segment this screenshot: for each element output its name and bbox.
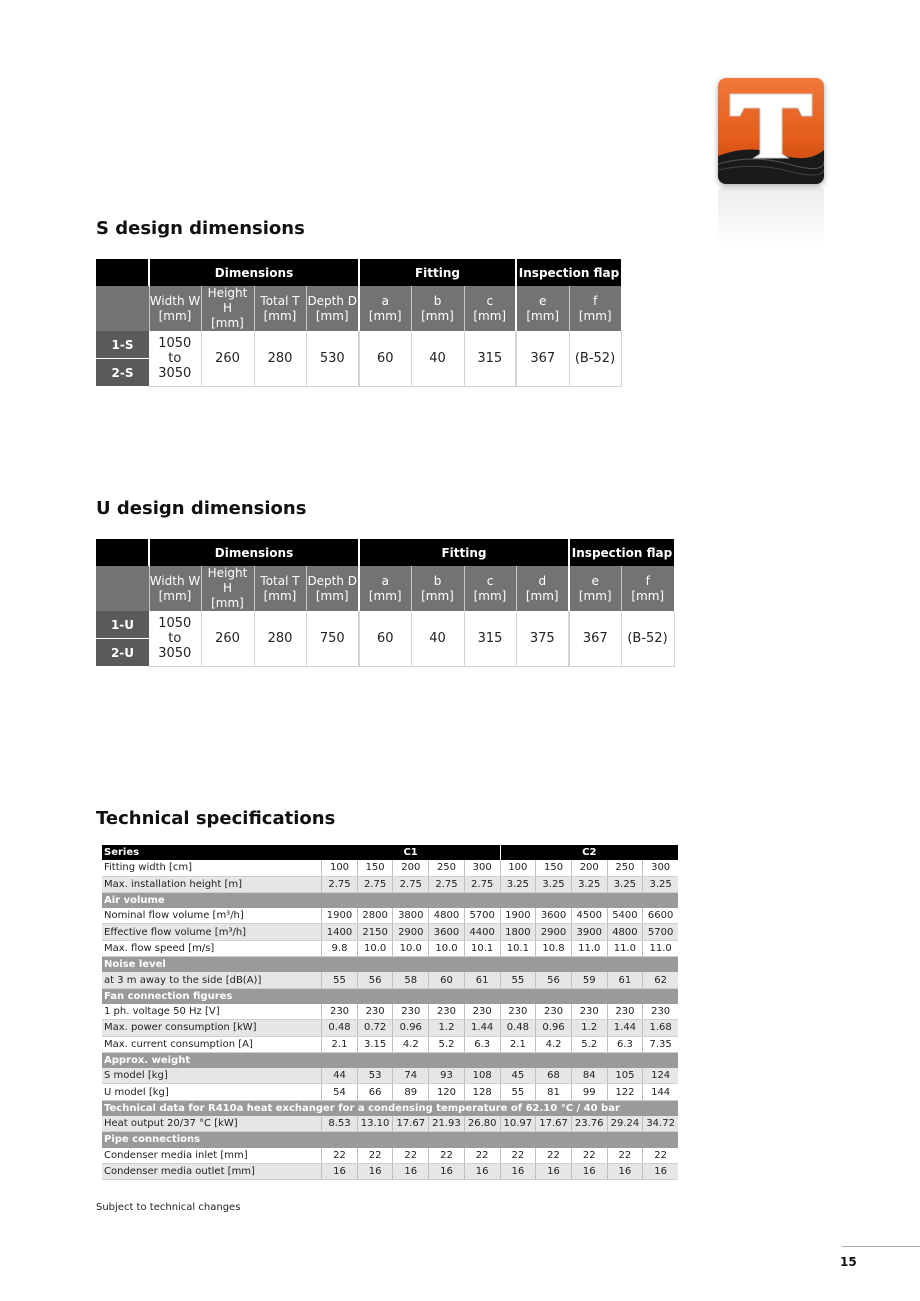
table-cell: 23.76: [571, 1116, 607, 1132]
table-cell: 230: [322, 1004, 358, 1020]
column-header: b [mm]: [411, 286, 464, 331]
fitting-c-value: 315: [464, 611, 516, 667]
total-value: 280: [254, 331, 306, 387]
column-header: Total T [mm]: [254, 566, 306, 611]
table-row: [102, 1004, 678, 1020]
table-cell: 56: [536, 972, 572, 988]
table-cell: 74: [393, 1068, 429, 1084]
table-cell: 44: [322, 1068, 358, 1084]
table-cell: 22: [464, 1148, 500, 1164]
category-row: [102, 1132, 678, 1148]
corner-cell: [96, 286, 149, 331]
table-cell: 55: [500, 972, 536, 988]
row-label: 1-U: [96, 611, 149, 639]
table-cell: 300: [464, 860, 500, 876]
row-label: Effective flow volume [m³/h]: [102, 924, 322, 940]
table-cell: 8.53: [322, 1116, 358, 1132]
table-cell: 17.67: [393, 1116, 429, 1132]
table-cell: 6.3: [464, 1036, 500, 1052]
table-cell: 144: [643, 1084, 678, 1100]
table-row: [102, 876, 678, 892]
footer-rule: [842, 1246, 920, 1247]
table-cell: 10.0: [357, 940, 393, 956]
table-row: [102, 1020, 678, 1036]
table-cell: 62: [643, 972, 678, 988]
table-cell: 3.25: [536, 876, 572, 892]
row-label: S model [kg]: [102, 1068, 322, 1084]
table-cell: 5400: [607, 908, 643, 924]
table-cell: 22: [643, 1148, 678, 1164]
table-cell: 4800: [429, 908, 465, 924]
table-row: [102, 908, 678, 924]
column-header: a [mm]: [359, 566, 411, 611]
category-label: Approx. weight: [102, 1052, 678, 1068]
category-row: [102, 957, 678, 973]
table-cell: 2.75: [393, 876, 429, 892]
row-label: Heat output 20/37 °C [kW]: [102, 1116, 322, 1132]
table-cell: 17.67: [536, 1116, 572, 1132]
table-cell: 68: [536, 1068, 572, 1084]
disclaimer-note: Subject to technical changes: [96, 1202, 241, 1213]
fitting-b-value: 40: [411, 331, 464, 387]
table-cell: 16: [429, 1163, 465, 1179]
table-cell: 99: [571, 1084, 607, 1100]
table-cell: 122: [607, 1084, 643, 1100]
table-cell: 60: [429, 972, 465, 988]
table-cell: 4800: [607, 924, 643, 940]
row-label: Fitting width [cm]: [102, 860, 322, 876]
table-cell: 0.48: [500, 1020, 536, 1036]
fitting-a-value: 60: [359, 611, 411, 667]
tech-spec-title: Technical specifications: [96, 808, 336, 829]
width-value: [149, 611, 201, 667]
table-cell: 13.10: [357, 1116, 393, 1132]
table-cell: 84: [571, 1068, 607, 1084]
row-label: Max. power consumption [kW]: [102, 1020, 322, 1036]
table-cell: 1.2: [571, 1020, 607, 1036]
table-cell: 2800: [357, 908, 393, 924]
table-cell: 11.0: [571, 940, 607, 956]
column-header: d [mm]: [516, 566, 569, 611]
table-cell: 5.2: [571, 1036, 607, 1052]
table-cell: 22: [536, 1148, 572, 1164]
table-cell: 22: [322, 1148, 358, 1164]
width-range: 1050 to 3050: [158, 336, 192, 381]
table-cell: 230: [393, 1004, 429, 1020]
table-cell: 3900: [571, 924, 607, 940]
category-row: [102, 892, 678, 908]
table-cell: 10.1: [464, 940, 500, 956]
table-cell: 55: [500, 1084, 536, 1100]
table-cell: 66: [357, 1084, 393, 1100]
table-cell: 2150: [357, 924, 393, 940]
table-cell: 2.75: [429, 876, 465, 892]
table-cell: 2900: [536, 924, 572, 940]
table-cell: 54: [322, 1084, 358, 1100]
category-label: Technical data for R410a heat exchanger for a condensing temperature of 62.10 °C / 40 bar: [102, 1100, 678, 1116]
table-cell: 200: [571, 860, 607, 876]
column-header: Height H [mm]: [201, 286, 254, 331]
column-header: e [mm]: [516, 286, 569, 331]
row-label: Condenser media inlet [mm]: [102, 1148, 322, 1164]
table-cell: 3.25: [643, 876, 678, 892]
table-cell: 1.44: [464, 1020, 500, 1036]
table-row: [102, 1084, 678, 1100]
depth-value: 530: [306, 331, 359, 387]
table-cell: 1.44: [607, 1020, 643, 1036]
table-cell: 16: [571, 1163, 607, 1179]
series-c2: C2: [500, 845, 678, 860]
table-cell: 4500: [571, 908, 607, 924]
table-cell: 3800: [393, 908, 429, 924]
column-header: Width W [mm]: [149, 566, 201, 611]
u-design-table: [96, 539, 675, 667]
table-cell: 5700: [464, 908, 500, 924]
column-header: c [mm]: [464, 566, 516, 611]
table-cell: 128: [464, 1084, 500, 1100]
table-cell: 100: [500, 860, 536, 876]
column-header: b [mm]: [411, 566, 464, 611]
table-cell: 230: [536, 1004, 572, 1020]
u-design-title: U design dimensions: [96, 498, 307, 519]
table-cell: 55: [322, 972, 358, 988]
table-cell: 10.0: [393, 940, 429, 956]
flap-f-value: (B-52): [621, 611, 674, 667]
category-label: Air volume: [102, 892, 678, 908]
group-header: Inspection flap: [569, 539, 674, 566]
height-value: 260: [201, 331, 254, 387]
fitting-b-value: 40: [411, 611, 464, 667]
table-cell: 22: [393, 1148, 429, 1164]
table-cell: 100: [322, 860, 358, 876]
table-cell: 16: [607, 1163, 643, 1179]
table-cell: 230: [429, 1004, 465, 1020]
flap-f-value: (B-52): [569, 331, 621, 387]
table-row: [102, 1116, 678, 1132]
column-header: a [mm]: [359, 286, 411, 331]
table-cell: 6.3: [607, 1036, 643, 1052]
table-row: [102, 1163, 678, 1179]
category-row: [102, 1052, 678, 1068]
row-label: 2-S: [96, 359, 149, 387]
row-label: at 3 m away to the side [dB(A)]: [102, 972, 322, 988]
table-cell: 1.2: [429, 1020, 465, 1036]
table-cell: 26.80: [464, 1116, 500, 1132]
table-cell: 3.25: [571, 876, 607, 892]
table-cell: 22: [607, 1148, 643, 1164]
fitting-c-value: 315: [464, 331, 516, 387]
column-header: c [mm]: [464, 286, 516, 331]
table-cell: 0.96: [536, 1020, 572, 1036]
table-row: [102, 860, 678, 876]
table-cell: 61: [464, 972, 500, 988]
table-cell: 89: [393, 1084, 429, 1100]
table-cell: 3.25: [607, 876, 643, 892]
t-letter-logo: [718, 78, 824, 184]
row-label: Max. installation height [m]: [102, 876, 322, 892]
group-header: Fitting: [359, 259, 516, 286]
table-row: [102, 1036, 678, 1052]
table-cell: 2.75: [357, 876, 393, 892]
table-cell: 9.8: [322, 940, 358, 956]
table-cell: 56: [357, 972, 393, 988]
group-header: Dimensions: [149, 259, 359, 286]
table-cell: 16: [536, 1163, 572, 1179]
table-cell: 2900: [393, 924, 429, 940]
table-cell: 2.1: [322, 1036, 358, 1052]
table-cell: 29.24: [607, 1116, 643, 1132]
table-cell: 81: [536, 1084, 572, 1100]
column-header: Width W [mm]: [149, 286, 201, 331]
table-cell: 230: [500, 1004, 536, 1020]
table-cell: 120: [429, 1084, 465, 1100]
corner-cell: [96, 539, 149, 566]
row-label: U model [kg]: [102, 1084, 322, 1100]
table-cell: 3.25: [500, 876, 536, 892]
table-cell: 1900: [500, 908, 536, 924]
table-cell: 16: [322, 1163, 358, 1179]
table-cell: 0.48: [322, 1020, 358, 1036]
column-header: Total T [mm]: [254, 286, 306, 331]
table-cell: 11.0: [607, 940, 643, 956]
table-cell: 10.8: [536, 940, 572, 956]
table-cell: 230: [607, 1004, 643, 1020]
table-cell: 93: [429, 1068, 465, 1084]
group-header: Fitting: [359, 539, 569, 566]
table-cell: 22: [357, 1148, 393, 1164]
category-row: [102, 988, 678, 1004]
table-cell: 0.96: [393, 1020, 429, 1036]
column-header: f [mm]: [621, 566, 674, 611]
row-label: 2-U: [96, 639, 149, 667]
table-cell: 230: [464, 1004, 500, 1020]
table-cell: 4.2: [393, 1036, 429, 1052]
table-cell: 7.35: [643, 1036, 678, 1052]
table-cell: 59: [571, 972, 607, 988]
table-cell: 3600: [429, 924, 465, 940]
table-cell: 21.93: [429, 1116, 465, 1132]
series-c1: C1: [322, 845, 500, 860]
table-row: [102, 1148, 678, 1164]
table-cell: 6600: [643, 908, 678, 924]
corner-cell: [96, 566, 149, 611]
width-value: [149, 331, 201, 387]
table-cell: 1400: [322, 924, 358, 940]
table-cell: 230: [357, 1004, 393, 1020]
table-cell: 61: [607, 972, 643, 988]
total-value: 280: [254, 611, 306, 667]
row-label: 1-S: [96, 331, 149, 359]
width-range: 1050 to 3050: [158, 616, 192, 661]
row-label: Nominal flow volume [m³/h]: [102, 908, 322, 924]
table-cell: 1.68: [643, 1020, 678, 1036]
table-cell: 22: [571, 1148, 607, 1164]
table-cell: 300: [643, 860, 678, 876]
table-cell: 16: [357, 1163, 393, 1179]
table-cell: 230: [643, 1004, 678, 1020]
s-design-table: [96, 259, 622, 387]
table-cell: 58: [393, 972, 429, 988]
column-header: f [mm]: [569, 286, 621, 331]
flap-e-value: 367: [516, 331, 569, 387]
table-cell: 5700: [643, 924, 678, 940]
table-cell: 22: [500, 1148, 536, 1164]
table-row: [102, 1068, 678, 1084]
column-header: e [mm]: [569, 566, 621, 611]
category-row: [102, 1100, 678, 1116]
fitting-a-value: 60: [359, 331, 411, 387]
table-cell: 150: [357, 860, 393, 876]
table-cell: 250: [429, 860, 465, 876]
page-number: 15: [840, 1255, 857, 1269]
category-label: Pipe connections: [102, 1132, 678, 1148]
table-cell: 1800: [500, 924, 536, 940]
table-cell: 0.72: [357, 1020, 393, 1036]
table-cell: 108: [464, 1068, 500, 1084]
table-cell: 2.1: [500, 1036, 536, 1052]
table-cell: 230: [571, 1004, 607, 1020]
table-row: [102, 972, 678, 988]
group-header: Inspection flap: [516, 259, 621, 286]
table-cell: 3.15: [357, 1036, 393, 1052]
table-cell: 16: [393, 1163, 429, 1179]
table-cell: 53: [357, 1068, 393, 1084]
group-header: Dimensions: [149, 539, 359, 566]
column-header: Depth D [mm]: [306, 566, 359, 611]
column-header: Height H [mm]: [201, 566, 254, 611]
table-cell: 105: [607, 1068, 643, 1084]
table-cell: 2.75: [464, 876, 500, 892]
table-cell: 150: [536, 860, 572, 876]
row-label: Max. current consumption [A]: [102, 1036, 322, 1052]
depth-value: 750: [306, 611, 359, 667]
table-cell: 22: [429, 1148, 465, 1164]
table-cell: 16: [464, 1163, 500, 1179]
category-label: Noise level: [102, 957, 678, 973]
series-label: Series: [102, 845, 322, 860]
table-cell: 16: [500, 1163, 536, 1179]
column-header: Depth D [mm]: [306, 286, 359, 331]
row-label: 1 ph. voltage 50 Hz [V]: [102, 1004, 322, 1020]
table-row: [102, 924, 678, 940]
fitting-d-value: 375: [516, 611, 569, 667]
flap-e-value: 367: [569, 611, 621, 667]
table-cell: 1900: [322, 908, 358, 924]
height-value: 260: [201, 611, 254, 667]
s-design-title: S design dimensions: [96, 218, 305, 239]
table-cell: 250: [607, 860, 643, 876]
table-cell: 34.72: [643, 1116, 678, 1132]
table-cell: 10.97: [500, 1116, 536, 1132]
row-label: Max. flow speed [m/s]: [102, 940, 322, 956]
table-cell: 124: [643, 1068, 678, 1084]
category-label: Fan connection figures: [102, 988, 678, 1004]
table-cell: 10.0: [429, 940, 465, 956]
table-cell: 11.0: [643, 940, 678, 956]
corner-cell: [96, 259, 149, 286]
logo-reflection: [718, 186, 824, 246]
table-row: [102, 940, 678, 956]
table-cell: 16: [643, 1163, 678, 1179]
table-cell: 2.75: [322, 876, 358, 892]
table-cell: 45: [500, 1068, 536, 1084]
table-cell: 200: [393, 860, 429, 876]
table-cell: 4400: [464, 924, 500, 940]
row-label: Condenser media outlet [mm]: [102, 1163, 322, 1179]
tech-spec-table: [102, 845, 678, 1180]
table-cell: 3600: [536, 908, 572, 924]
table-cell: 10.1: [500, 940, 536, 956]
table-cell: 5.2: [429, 1036, 465, 1052]
table-cell: 4.2: [536, 1036, 572, 1052]
